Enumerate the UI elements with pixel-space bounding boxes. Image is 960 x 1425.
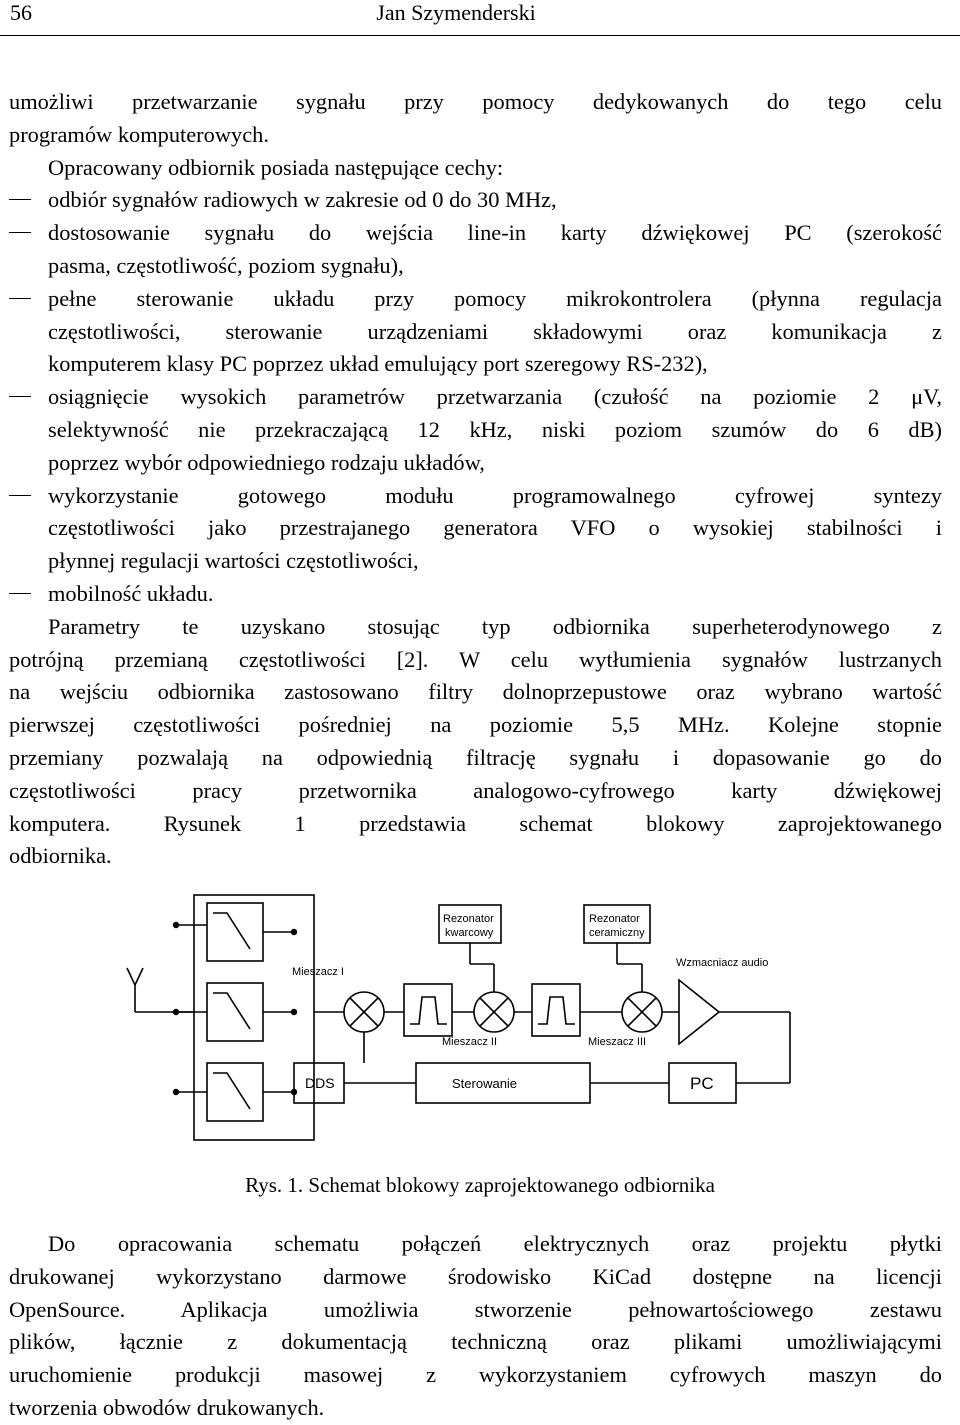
text-line: płynnej regulacji wartości częstotliwości, xyxy=(48,548,419,574)
switch-contact xyxy=(173,922,179,928)
list-item xyxy=(9,217,942,283)
dash-bullet-icon xyxy=(9,298,31,299)
list-item xyxy=(9,283,942,381)
text-line: komputera. Rysunek 1 przedstawia schemat blokowy zaprojektowanego xyxy=(9,810,942,836)
text-line: przemiany pozwalają na odpowiednią filtrację sygnału i dopasowanie go do xyxy=(9,744,942,770)
lowpass-filter-1 xyxy=(207,903,263,961)
pc-label: PC xyxy=(690,1074,714,1093)
text-line: mobilność układu. xyxy=(48,580,214,606)
dash-bullet-icon xyxy=(9,199,31,200)
text-line: drukowanej wykorzystano darmowe środowisko KiCad dostępne na licencji xyxy=(9,1263,942,1289)
switch-contact xyxy=(291,929,297,935)
text-line: dostosowanie sygnału do wejścia line-in karty dźwiękowej PC (szerokość xyxy=(48,220,942,246)
switch-contact xyxy=(173,1009,179,1015)
text-line: Parametry te uzyskano stosując typ odbiornika superheterodynowego z xyxy=(48,613,942,639)
bandpass-filter-1 xyxy=(404,984,452,1036)
dash-bullet-icon xyxy=(9,593,31,594)
dash-bullet-icon xyxy=(9,396,31,397)
list-item xyxy=(9,381,942,479)
dds-label: DDS xyxy=(305,1075,335,1091)
text-line: komputerem klasy PC poprzez układ emulujący port szeregowy RS-232), xyxy=(48,351,708,377)
text-line: częstotliwości jako przestrajanego generatora VFO o wysokiej stabilności i xyxy=(48,515,942,541)
list-item xyxy=(9,480,942,578)
lowpass-filter-3 xyxy=(207,1063,263,1121)
ceramic-resonator-label-1: Rezonator xyxy=(589,913,640,925)
mixer-3-label: Mieszacz III xyxy=(588,1036,647,1048)
mixer-2-label: Mieszacz II xyxy=(442,1036,498,1048)
text-line: pasma, częstotliwość, poziom sygnału), xyxy=(48,252,404,278)
text-line: osiągnięcie wysokich parametrów przetwarzania (czułość na poziomie 2 μV, xyxy=(48,384,942,410)
running-head-author: Jan Szymenderski xyxy=(376,0,536,25)
audio-amplifier-triangle xyxy=(679,980,719,1044)
body-text-bottom xyxy=(9,1228,942,1425)
text-line: na wejściu odbiornika zastosowano filtry dolnoprzepustowe oraz wybrano wartość xyxy=(9,679,942,705)
text-line: selektywność nie przekraczającą 12 kHz, niski poziom szumów do 6 dB) xyxy=(48,416,942,442)
text-line: uruchomienie produkcji masowej z wykorzystaniem cyfrowych maszyn do xyxy=(9,1362,942,1388)
text-line: potrójną przemianą częstotliwości [2]. W celu wytłumienia sygnałów lustrzanych xyxy=(9,646,942,672)
mixer-1-label: Mieszacz I xyxy=(292,966,344,978)
text-line: umożliwi przetwarzanie sygnału przy pomocy dedykowanych do tego celu xyxy=(9,89,942,114)
dash-bullet-icon xyxy=(9,232,31,233)
figure-caption: Rys. 1. Schemat blokowy zaprojektowanego odbiornika xyxy=(245,1173,715,1197)
text-line: programów komputerowych. xyxy=(9,121,269,147)
dash-bullet-icon xyxy=(9,495,31,496)
list-item xyxy=(9,184,942,217)
text-line: Opracowany odbiornik posiada następujące cechy: xyxy=(48,154,504,180)
audio-amplifier-label: Wzmacniacz audio xyxy=(676,957,769,969)
text-line: plików, łącznie z dokumentacją techniczną oraz plikami umożliwiającymi xyxy=(9,1329,942,1355)
switch-contact xyxy=(173,1089,179,1095)
lowpass-filter-2 xyxy=(207,983,263,1041)
text-line: odbiór sygnałów radiowych w zakresie od 0 do 30 MHz, xyxy=(48,187,557,213)
page-number: 56 xyxy=(10,0,32,25)
antenna-icon xyxy=(127,968,143,985)
lowpass-curve-icon xyxy=(213,1073,250,1109)
list-item xyxy=(9,578,942,611)
quartz-resonator-label-2: kwarcowy xyxy=(445,927,494,939)
body-text-top xyxy=(9,86,942,873)
text-line: pełne sterowanie układu przy pomocy mikrokontrolera (płynna regulacja xyxy=(48,285,942,311)
lowpass-curve-icon xyxy=(213,913,250,949)
page-header xyxy=(0,0,960,36)
text-line: pierwszej częstotliwości pośredniej na poziomie 5,5 MHz. Kolejne stopnie xyxy=(9,712,942,738)
quartz-resonator-label-1: Rezonator xyxy=(443,913,494,925)
text-line: odbiornika. xyxy=(9,843,112,869)
bandpass-curve-icon xyxy=(410,997,447,1024)
switch-contact xyxy=(291,1009,297,1015)
bandpass-filter-2 xyxy=(532,984,580,1036)
lowpass-curve-icon xyxy=(213,993,250,1029)
text-line: częstotliwości pracy przetwornika analogowo-cyfrowego karty dźwiękowej xyxy=(9,777,942,803)
switch-contact xyxy=(291,1089,297,1095)
block-diagram-figure xyxy=(114,885,814,1170)
text-line: częstotliwości, sterowanie urządzeniami składowymi oraz komunikacja z xyxy=(48,318,942,344)
text-line: Do opracowania schematu połączeń elektrycznych oraz projektu płytki xyxy=(48,1231,942,1256)
ceramic-resonator-label-2: ceramiczny xyxy=(589,927,645,939)
block-diagram xyxy=(114,885,814,1165)
text-line: wykorzystanie gotowego modułu programowalnego cyfrowej syntezy xyxy=(48,482,942,508)
text-line: poprzez wybór odpowiedniego rodzaju układów, xyxy=(48,449,485,475)
text-line: tworzenia obwodów drukowanych. xyxy=(9,1394,325,1420)
bandpass-curve-icon xyxy=(538,997,575,1024)
control-label: Sterowanie xyxy=(452,1076,518,1091)
text-line: OpenSource. Aplikacja umożliwia stworzenie pełnowartościowego zestawu xyxy=(9,1296,942,1322)
